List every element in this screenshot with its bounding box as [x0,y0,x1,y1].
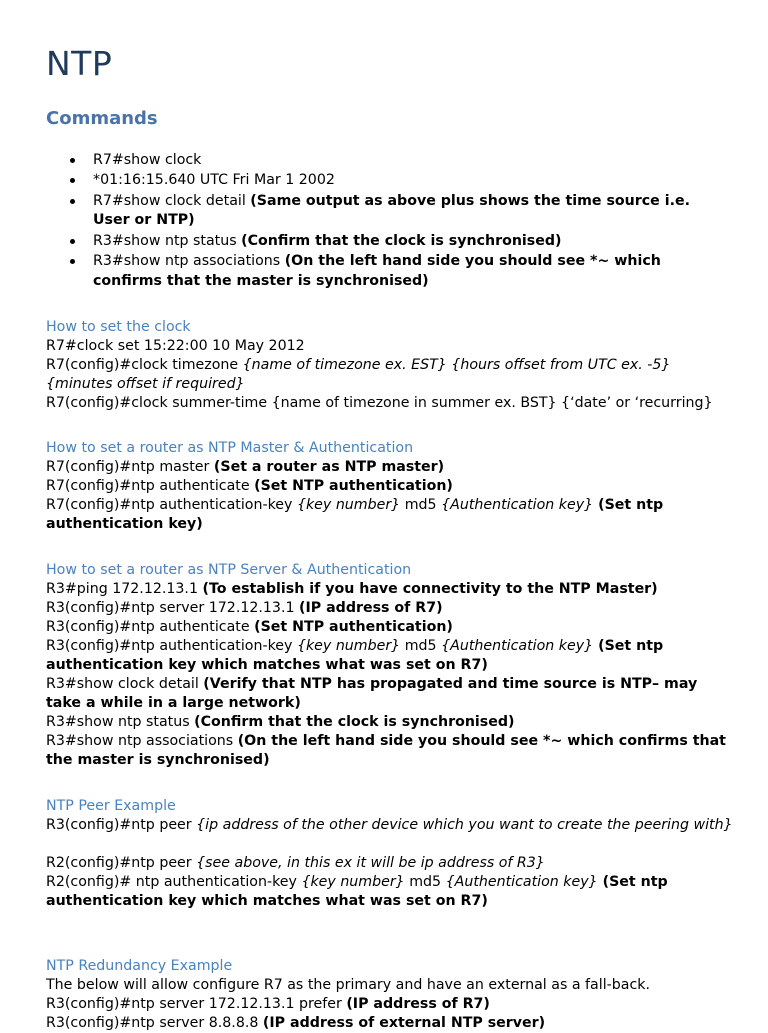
command-text: md5 [400,638,442,654]
command-text: R3#ping 172.12.13.1 [46,581,203,597]
command-text: R3#show ntp associations [46,733,238,749]
command-text: R7#show clock detail [93,192,251,209]
command-line [46,732,736,770]
section-heading: NTP Peer Example [46,798,176,814]
command-text: R7(config)#ntp authenticate [46,478,255,494]
command-line [46,599,736,618]
command-params: {Authentication key} [445,874,598,890]
command-params: {ip address of the other device which you want to create the peering with} [196,817,733,833]
command-line [46,580,736,599]
command-text: R7(config)#clock timezone [46,357,243,373]
command-line [46,496,736,534]
section-heading: How to set a router as NTP Master & Authentication [46,440,414,456]
section-ntp-server [46,560,736,770]
command-note: (Confirm that the clock is synchronised) [241,232,562,249]
section-heading: How to set the clock [46,319,191,335]
command-note: (On the left hand side you should see *~ which confirms that the master is synchronised) [46,733,726,768]
command-text: md5 [404,874,446,890]
command-text: R3(config)#ntp server 172.12.13.1 prefer [46,996,347,1012]
command-text: R7#show clock [93,152,202,168]
command-text: R3#show ntp status [93,232,242,249]
command-line [46,637,736,675]
command-text: R3(config)#ntp peer [46,817,197,833]
command-text: R2(config)# ntp authentication-key [46,874,302,890]
command-params: {name of timezone ex. EST} {hours offset from UTC ex. -5} {minutes offset if required} [46,357,671,392]
section-ntp-master [46,438,736,534]
command-line [46,816,736,835]
command-text: R3#show ntp associations [93,253,285,270]
commands-list [46,151,706,292]
command-text: R3(config)#ntp server 172.12.13.1 [46,600,299,616]
command-note: (Confirm that the clock is synchronised) [194,714,515,730]
command-note: (IP address of R7) [346,996,490,1012]
command-params: {Authentication key} [441,638,594,654]
section-ntp-redundancy [46,956,736,1033]
command-text: md5 [400,497,442,513]
command-note: (IP address of R7) [299,600,443,616]
command-note: (Same output as above plus shows the time source i.e. User or NTP) [93,192,691,229]
commands-heading: Commands [46,108,158,129]
command-note: (Set NTP authentication) [254,619,453,635]
list-item [46,192,706,231]
section-set-clock [46,317,736,413]
body-text [46,976,736,995]
command-params: {key number} [296,497,401,513]
command-params: {see above, in this ex it will be ip address of R3} [196,855,545,871]
list-item [46,151,706,170]
command-note: (To establish if you have connectivity to the NTP Master) [202,581,658,597]
list-item [46,232,706,251]
command-line [46,854,736,873]
command-line [46,356,736,394]
paragraph-text: The below will allow configure R7 as the primary and have an external as a fall-back. [46,977,650,993]
command-text: R3(config)#ntp authenticate [46,619,255,635]
command-line [46,618,736,637]
command-line [46,995,736,1014]
command-text: R3#show ntp status [46,714,195,730]
command-line [46,873,736,911]
command-line [46,675,736,713]
command-line [46,477,736,496]
command-text: *01:16:15.640 UTC Fri Mar 1 2002 [93,172,335,189]
command-text: R3(config)#ntp authentication-key [46,638,297,654]
list-item [46,171,706,190]
command-text: R2(config)#ntp peer [46,855,197,871]
command-note: (Set a router as NTP master) [213,459,445,475]
command-line [46,458,736,477]
command-note: (On the left hand side you should see *~ which confirms that the master is synchronised) [93,253,661,289]
command-text: R7#clock set 15:22:00 10 May 2012 [46,338,305,354]
command-note: (Set NTP authentication) [254,478,453,494]
command-params: {Authentication key} [441,497,594,513]
command-note: (Set ntp authentication key) [46,497,664,532]
command-line [46,713,736,732]
section-heading: NTP Redundancy Example [46,958,233,974]
section-ntp-peer [46,796,736,911]
command-note: (IP address of external NTP server) [262,1015,546,1031]
command-text: R3(config)#ntp server 8.8.8.8 [46,1015,263,1031]
command-note: (Set ntp authentication key which matches what was set on R7) [46,638,664,673]
command-text: R3#show clock detail [46,676,204,692]
command-line [46,337,736,356]
command-note: (Set ntp authentication key which matches what was set on R7) [46,874,668,909]
section-heading: How to set a router as NTP Server & Authentication [46,562,412,578]
command-params: {key number} [301,874,405,890]
spacer [46,835,736,854]
command-text: R7(config)#clock summer-time {name of timezone in summer ex. BST} {‘date’ or ‘recurring} [46,395,713,411]
command-text: R7(config)#ntp master [46,459,214,475]
command-text: R7(config)#ntp authentication-key [46,497,297,513]
command-params: {key number} [296,638,401,654]
page-title: NTP [46,44,113,83]
command-line [46,394,736,413]
command-note: (Verify that NTP has propagated and time source is NTP– may take a while in a large network) [46,676,698,711]
list-item [46,252,706,291]
